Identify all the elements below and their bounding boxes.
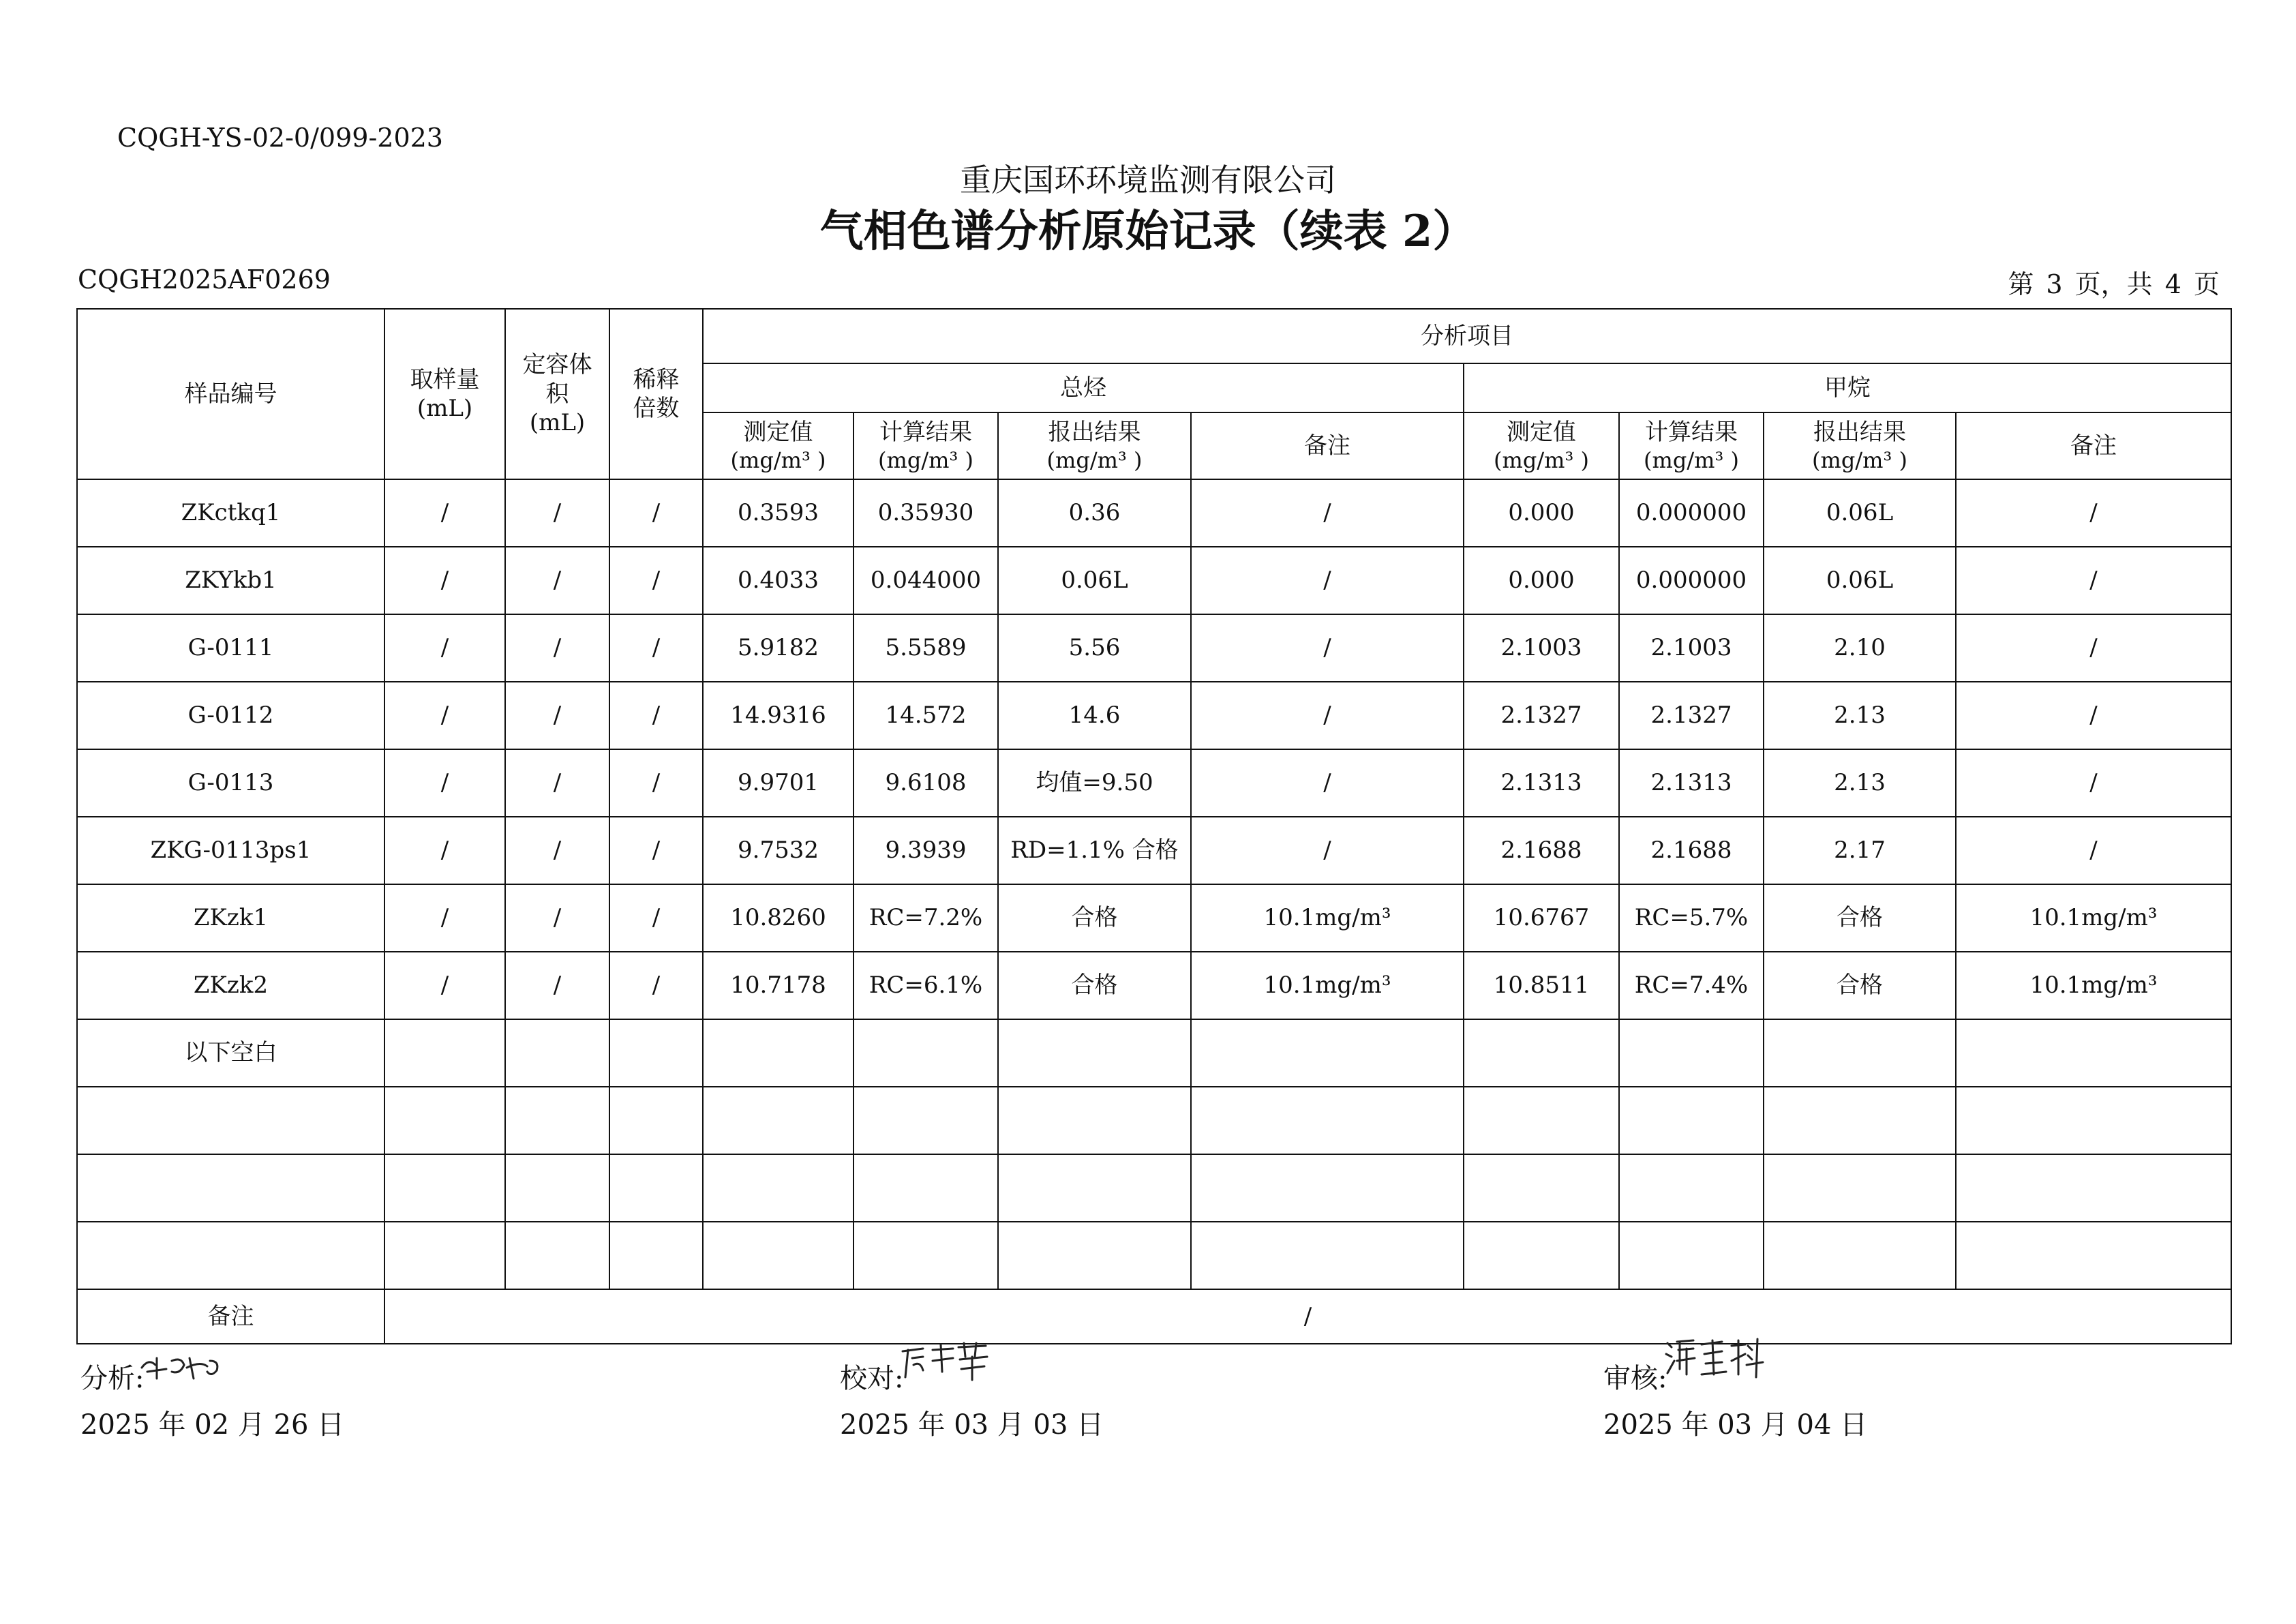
dilution-cell: /	[609, 749, 703, 817]
table-row	[77, 1222, 2231, 1289]
table-row	[77, 749, 2231, 817]
header-remark: 备注	[1956, 412, 2231, 479]
unit-label: (mg/m³ )	[1046, 447, 1143, 474]
sample-volume-cell	[384, 1222, 505, 1289]
header-dilution: 稀释倍数	[609, 309, 703, 479]
constant-volume-cell: /	[505, 547, 609, 614]
methane-calculated-cell	[1619, 1222, 1764, 1289]
methane-measured-cell: 10.6767	[1464, 884, 1619, 952]
thc-measured-cell: 5.9182	[703, 614, 854, 682]
table-row	[77, 1019, 2231, 1087]
reviewer-label: 审核:	[1603, 1363, 1667, 1394]
methane-remark-cell: /	[1956, 614, 2231, 682]
unit-label: (mg/m³ )	[730, 447, 826, 474]
thc-measured-cell: 9.7532	[703, 817, 854, 884]
methane-reported-cell: 2.17	[1764, 817, 1956, 884]
unit-label: (mg/m³ )	[878, 447, 973, 474]
constant-volume-cell	[505, 1087, 609, 1154]
methane-calculated-cell: 2.1688	[1619, 817, 1764, 884]
sample-id-cell: G-0113	[77, 749, 384, 817]
constant-volume-cell: /	[505, 749, 609, 817]
methane-remark-cell	[1956, 1154, 2231, 1222]
methane-measured-cell: 2.1313	[1464, 749, 1619, 817]
thc-remark-cell: /	[1191, 817, 1464, 884]
methane-measured-cell: 10.8511	[1464, 952, 1619, 1019]
calc-label: 计算结果	[879, 418, 972, 446]
thc-measured-cell: 10.7178	[703, 952, 854, 1019]
header-analysis-items: 分析项目	[703, 309, 2231, 363]
table-row	[77, 1154, 2231, 1222]
header-measured-value	[1464, 412, 1619, 479]
reported-label: 报出结果	[1813, 418, 1906, 446]
footer-remark-value: /	[384, 1289, 2231, 1344]
methane-calculated-cell: 2.1313	[1619, 749, 1764, 817]
table-row	[77, 479, 2231, 547]
data-table	[76, 308, 2232, 1344]
thc-calculated-cell: RC=7.2%	[854, 884, 998, 952]
sample-id-cell	[77, 1222, 384, 1289]
thc-remark-cell	[1191, 1222, 1464, 1289]
thc-remark-cell: /	[1191, 614, 1464, 682]
methane-calculated-cell: 2.1003	[1619, 614, 1764, 682]
thc-remark-cell: /	[1191, 479, 1464, 547]
methane-remark-cell	[1956, 1222, 2231, 1289]
thc-measured-cell: 0.4033	[703, 547, 854, 614]
table-row	[77, 614, 2231, 682]
constant-volume-cell: /	[505, 817, 609, 884]
reviewer-signature	[1663, 1334, 1766, 1381]
sample-volume-cell: /	[384, 479, 505, 547]
header-reported-result	[998, 412, 1191, 479]
thc-calculated-cell: 9.6108	[854, 749, 998, 817]
sample-id-cell: ZKctkq1	[77, 479, 384, 547]
header-calculated-result	[1619, 412, 1764, 479]
methane-measured-cell	[1464, 1154, 1619, 1222]
thc-remark-cell: /	[1191, 682, 1464, 749]
analyst-label: 分析:	[80, 1363, 145, 1394]
methane-measured-cell: 0.000	[1464, 479, 1619, 547]
sample-volume-cell	[384, 1087, 505, 1154]
reviewer-date: 2025 年 03 月 04 日	[1603, 1409, 1868, 1441]
methane-calculated-cell: 2.1327	[1619, 682, 1764, 749]
thc-measured-cell	[703, 1087, 854, 1154]
methane-calculated-cell	[1619, 1087, 1764, 1154]
methane-calculated-cell	[1619, 1019, 1764, 1087]
methane-calculated-cell	[1619, 1154, 1764, 1222]
methane-calculated-cell: RC=7.4%	[1619, 952, 1764, 1019]
methane-remark-cell	[1956, 1087, 2231, 1154]
dilution-cell: /	[609, 682, 703, 749]
constant-volume-cell: /	[505, 682, 609, 749]
sample-id-cell: G-0111	[77, 614, 384, 682]
methane-reported-cell: 0.06L	[1764, 479, 1956, 547]
dilution-cell	[609, 1019, 703, 1087]
checker-label: 校对:	[840, 1363, 904, 1394]
thc-reported-cell: 0.36	[998, 479, 1191, 547]
methane-remark-cell: /	[1956, 547, 2231, 614]
methane-measured-cell: 0.000	[1464, 547, 1619, 614]
table-row	[77, 682, 2231, 749]
thc-remark-cell	[1191, 1154, 1464, 1222]
thc-calculated-cell: 0.044000	[854, 547, 998, 614]
methane-remark-cell: /	[1956, 817, 2231, 884]
sample-volume-cell: /	[384, 817, 505, 884]
dilution-cell: /	[609, 614, 703, 682]
dilution-cell	[609, 1222, 703, 1289]
methane-measured-cell: 2.1003	[1464, 614, 1619, 682]
sample-volume-cell: /	[384, 952, 505, 1019]
thc-reported-cell: 合格	[998, 952, 1191, 1019]
methane-reported-cell: 0.06L	[1764, 547, 1956, 614]
checker-signature	[898, 1338, 1001, 1383]
sample-volume-cell: /	[384, 547, 505, 614]
sample-id-cell: ZKG-0113ps1	[77, 817, 384, 884]
dilution-cell: /	[609, 952, 703, 1019]
thc-remark-cell	[1191, 1019, 1464, 1087]
measured-label: 测定值	[1507, 418, 1576, 446]
measured-label: 测定值	[743, 418, 813, 446]
header-constant-volume-label: 定容体积	[522, 351, 592, 408]
thc-calculated-cell	[854, 1154, 998, 1222]
reported-label: 报出结果	[1048, 418, 1141, 446]
dilution-cell	[609, 1087, 703, 1154]
thc-calculated-cell	[854, 1019, 998, 1087]
thc-calculated-cell: 0.35930	[854, 479, 998, 547]
header-sample-volume	[384, 309, 505, 479]
sample-id-cell: 以下空白	[77, 1019, 384, 1087]
record-number: CQGH2025AF0269	[78, 265, 331, 295]
thc-reported-cell: 合格	[998, 884, 1191, 952]
thc-measured-cell	[703, 1019, 854, 1087]
thc-measured-cell: 9.9701	[703, 749, 854, 817]
methane-measured-cell	[1464, 1222, 1619, 1289]
methane-measured-cell: 2.1327	[1464, 682, 1619, 749]
sample-volume-cell	[384, 1154, 505, 1222]
constant-volume-cell	[505, 1222, 609, 1289]
methane-reported-cell: 2.13	[1764, 682, 1956, 749]
methane-remark-cell: /	[1956, 749, 2231, 817]
header-measured-value	[703, 412, 854, 479]
header-constant-volume	[505, 309, 609, 479]
methane-reported-cell: 合格	[1764, 884, 1956, 952]
table-row	[77, 884, 2231, 952]
document-code: CQGH-YS-02-0/099-2023	[117, 123, 443, 153]
thc-measured-cell	[703, 1154, 854, 1222]
header-methane: 甲烷	[1464, 363, 2231, 412]
thc-reported-cell: 14.6	[998, 682, 1191, 749]
sample-volume-cell: /	[384, 614, 505, 682]
unit-label: (mg/m³ )	[1494, 447, 1589, 474]
analyst-signature	[136, 1344, 232, 1383]
sample-id-cell: ZKYkb1	[77, 547, 384, 614]
dilution-cell: /	[609, 884, 703, 952]
analyst-date: 2025 年 02 月 26 日	[80, 1409, 345, 1441]
thc-reported-cell	[998, 1222, 1191, 1289]
methane-reported-cell	[1764, 1019, 1956, 1087]
thc-reported-cell	[998, 1019, 1191, 1087]
methane-calculated-cell: 0.000000	[1619, 547, 1764, 614]
methane-remark-cell: /	[1956, 479, 2231, 547]
thc-remark-cell	[1191, 1087, 1464, 1154]
dilution-cell	[609, 1154, 703, 1222]
sample-id-cell	[77, 1154, 384, 1222]
thc-calculated-cell: 5.5589	[854, 614, 998, 682]
thc-reported-cell	[998, 1154, 1191, 1222]
sample-id-cell: ZKzk1	[77, 884, 384, 952]
methane-reported-cell	[1764, 1087, 1956, 1154]
sample-volume-cell: /	[384, 749, 505, 817]
methane-reported-cell: 2.13	[1764, 749, 1956, 817]
constant-volume-cell	[505, 1154, 609, 1222]
thc-remark-cell: 10.1mg/m³	[1191, 952, 1464, 1019]
thc-calculated-cell: RC=6.1%	[854, 952, 998, 1019]
footer-remark-label: 备注	[77, 1289, 384, 1344]
thc-measured-cell: 10.8260	[703, 884, 854, 952]
company-name: 重庆国环环境监测有限公司	[960, 162, 1336, 198]
header-total-hydrocarbons: 总烃	[703, 363, 1464, 412]
header-constant-volume-unit: (mL)	[529, 409, 586, 437]
thc-measured-cell	[703, 1222, 854, 1289]
table-row	[77, 817, 2231, 884]
constant-volume-cell	[505, 1019, 609, 1087]
constant-volume-cell: /	[505, 479, 609, 547]
thc-calculated-cell	[854, 1222, 998, 1289]
constant-volume-cell: /	[505, 884, 609, 952]
table-row	[77, 547, 2231, 614]
constant-volume-cell: /	[505, 952, 609, 1019]
methane-reported-cell: 2.10	[1764, 614, 1956, 682]
methane-calculated-cell: RC=5.7%	[1619, 884, 1764, 952]
thc-remark-cell: 10.1mg/m³	[1191, 884, 1464, 952]
header-remark: 备注	[1191, 412, 1464, 479]
table-row	[77, 952, 2231, 1019]
sample-id-cell: ZKzk2	[77, 952, 384, 1019]
unit-label: (mg/m³ )	[1644, 447, 1739, 474]
thc-measured-cell: 14.9316	[703, 682, 854, 749]
methane-reported-cell: 合格	[1764, 952, 1956, 1019]
thc-reported-cell: RD=1.1% 合格	[998, 817, 1191, 884]
methane-remark-cell	[1956, 1019, 2231, 1087]
constant-volume-cell: /	[505, 614, 609, 682]
methane-measured-cell	[1464, 1087, 1619, 1154]
table-row	[77, 1087, 2231, 1154]
thc-measured-cell: 0.3593	[703, 479, 854, 547]
methane-remark-cell: 10.1mg/m³	[1956, 884, 2231, 952]
thc-reported-cell	[998, 1087, 1191, 1154]
methane-reported-cell	[1764, 1222, 1956, 1289]
header-sample-id: 样品编号	[77, 309, 384, 479]
header-sample-volume-unit: (mL)	[417, 395, 473, 422]
checker-date: 2025 年 03 月 03 日	[840, 1409, 1104, 1441]
sample-volume-cell: /	[384, 682, 505, 749]
page-title: 气相色谱分析原始记录（续表 2）	[819, 206, 1477, 257]
unit-label: (mg/m³ )	[1812, 447, 1907, 474]
sample-volume-cell	[384, 1019, 505, 1087]
thc-remark-cell: /	[1191, 547, 1464, 614]
thc-calculated-cell	[854, 1087, 998, 1154]
methane-remark-cell: /	[1956, 682, 2231, 749]
thc-calculated-cell: 9.3939	[854, 817, 998, 884]
thc-remark-cell: /	[1191, 749, 1464, 817]
header-sample-volume-label: 取样量	[410, 365, 480, 393]
thc-reported-cell: 均值=9.50	[998, 749, 1191, 817]
methane-reported-cell	[1764, 1154, 1956, 1222]
header-reported-result	[1764, 412, 1956, 479]
dilution-cell: /	[609, 479, 703, 547]
header-calculated-result	[854, 412, 998, 479]
calc-label: 计算结果	[1645, 418, 1738, 446]
thc-calculated-cell: 14.572	[854, 682, 998, 749]
thc-reported-cell: 0.06L	[998, 547, 1191, 614]
sample-volume-cell: /	[384, 884, 505, 952]
methane-remark-cell: 10.1mg/m³	[1956, 952, 2231, 1019]
methane-measured-cell	[1464, 1019, 1619, 1087]
thc-reported-cell: 5.56	[998, 614, 1191, 682]
dilution-cell: /	[609, 547, 703, 614]
dilution-cell: /	[609, 817, 703, 884]
sample-id-cell	[77, 1087, 384, 1154]
sample-id-cell: G-0112	[77, 682, 384, 749]
page-info: 第 3 页，共 4 页	[2008, 269, 2220, 299]
methane-measured-cell: 2.1688	[1464, 817, 1619, 884]
methane-calculated-cell: 0.000000	[1619, 479, 1764, 547]
